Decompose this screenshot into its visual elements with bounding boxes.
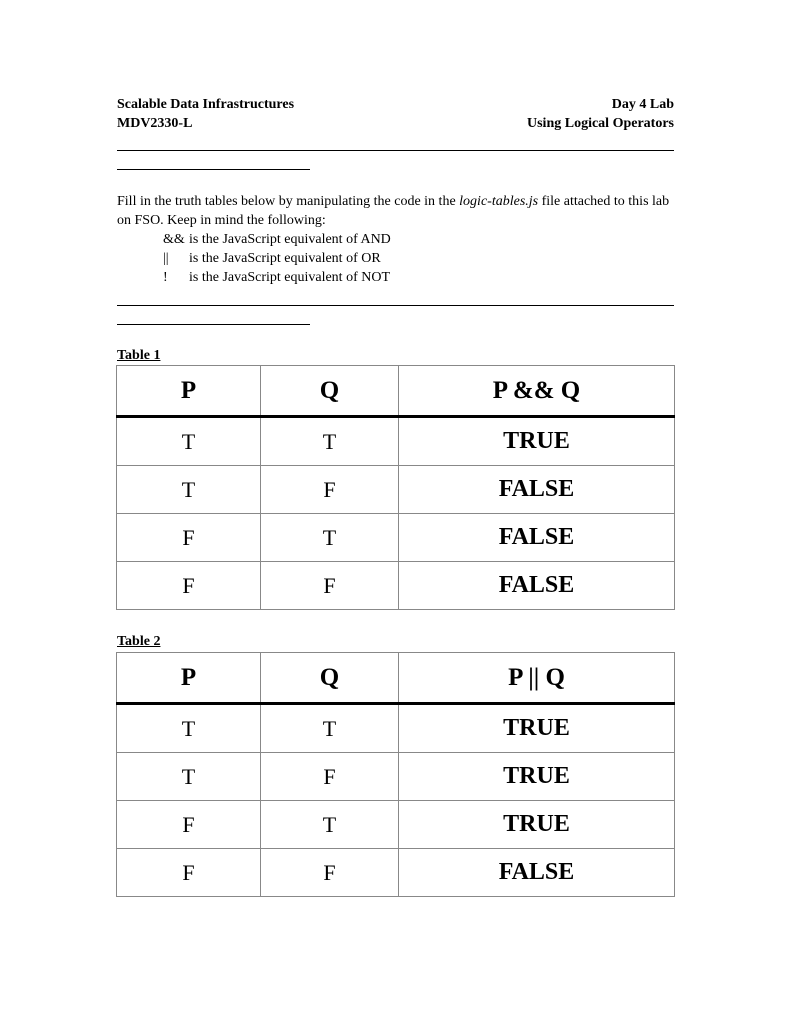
- table-row: [117, 417, 675, 466]
- table-row: [117, 514, 675, 562]
- table-row: [117, 562, 675, 610]
- table-header-row: [117, 653, 675, 704]
- cell-q: F: [261, 753, 399, 801]
- cell-q: F: [261, 466, 399, 514]
- operator-description: is the JavaScript equivalent of OR: [189, 251, 381, 266]
- lab-title: Using Logical Operators: [527, 116, 674, 131]
- cell-p: T: [117, 417, 261, 466]
- cell-q: T: [261, 801, 399, 849]
- table-row: [117, 704, 675, 753]
- instructions-text-end: file attached to this lab on FSO. Keep in mind the following:: [117, 194, 670, 228]
- cell-p: F: [117, 849, 261, 897]
- cell-q: T: [261, 514, 399, 562]
- cell-result: TRUE: [399, 417, 675, 466]
- truth-table-and: [116, 365, 675, 610]
- operator-or-line: [163, 249, 381, 268]
- table-row: [117, 753, 675, 801]
- table-row: [117, 466, 675, 514]
- divider-line-short: [117, 324, 310, 325]
- instructions-text-start: Fill in the truth tables below by manipulating the code in the: [117, 194, 460, 209]
- operator-symbol: ||: [163, 251, 169, 266]
- operator-description: is the JavaScript equivalent of AND: [189, 232, 391, 247]
- cell-p: T: [117, 466, 261, 514]
- course-name: Scalable Data Infrastructures: [117, 97, 295, 112]
- operator-symbol: &&: [163, 232, 185, 247]
- divider-line: [117, 305, 674, 306]
- header-result: P || Q: [399, 653, 675, 704]
- cell-q: F: [261, 562, 399, 610]
- cell-q: T: [261, 704, 399, 753]
- table-header-row: [117, 366, 675, 417]
- cell-q: F: [261, 849, 399, 897]
- cell-p: F: [117, 801, 261, 849]
- header-left: [117, 95, 294, 133]
- cell-q: T: [261, 417, 399, 466]
- header-right: [527, 95, 674, 133]
- table-2-label: Table 2: [117, 634, 161, 649]
- cell-p: T: [117, 704, 261, 753]
- header-result: P && Q: [399, 366, 675, 417]
- lab-day: Day 4 Lab: [611, 97, 674, 112]
- header-p: P: [117, 653, 261, 704]
- cell-result: FALSE: [399, 562, 675, 610]
- operator-not-line: [163, 268, 390, 287]
- operator-and-line: [163, 230, 391, 249]
- course-code: MDV2330-L: [117, 116, 193, 131]
- divider-line-short: [117, 169, 310, 170]
- cell-result: TRUE: [399, 801, 675, 849]
- table-row: [117, 801, 675, 849]
- cell-result: FALSE: [399, 466, 675, 514]
- file-name: logic-tables.js: [459, 194, 539, 209]
- truth-table-or: [116, 652, 675, 897]
- divider-line: [117, 150, 674, 151]
- header-q: Q: [261, 366, 399, 417]
- cell-result: TRUE: [399, 753, 675, 801]
- table-row: [117, 849, 675, 897]
- cell-p: F: [117, 562, 261, 610]
- operator-symbol: !: [163, 270, 168, 285]
- table-1-label: Table 1: [117, 348, 161, 363]
- header-q: Q: [261, 653, 399, 704]
- cell-p: T: [117, 753, 261, 801]
- cell-result: TRUE: [399, 704, 675, 753]
- cell-result: FALSE: [399, 514, 675, 562]
- operator-description: is the JavaScript equivalent of NOT: [189, 270, 391, 285]
- instructions-paragraph: [117, 192, 677, 230]
- cell-result: FALSE: [399, 849, 675, 897]
- header-p: P: [117, 366, 261, 417]
- cell-p: F: [117, 514, 261, 562]
